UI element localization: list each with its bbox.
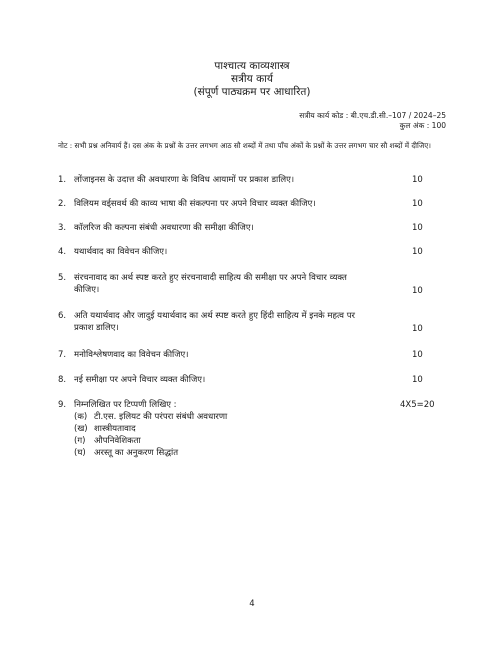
question-marks: 10 [412,324,423,334]
question-text: कॉलरिज की कल्पना संबंधी अवधारणा की समीक्षा कीजिए। [74,223,254,233]
sub-item-label: (ग) [74,436,86,446]
question-marks: 4X5=20 [400,400,435,410]
question-number: 9. [58,400,67,410]
question-marks: 10 [412,247,423,257]
question-number: 5. [58,273,67,283]
question-marks: 10 [412,286,423,296]
sub-item [74,411,227,423]
total-marks: कुल अंक : 100 [399,121,446,130]
page-number: 4 [249,599,255,609]
question-text: यथार्थवाद का विवेचन कीजिए। [74,247,168,257]
sub-item-text: टी.एस. इलियट की परंपरा संबंधी अवधारणा [94,412,228,422]
question-number: 8. [58,375,67,385]
question-number: 4. [58,247,67,257]
question-marks: 10 [412,350,423,360]
sub-item-label: (ख) [74,424,88,434]
question-marks: 10 [412,175,423,185]
question-text: लोंजाइनस के उदात्त की अवधारणा के विविध आयामों पर प्रकाश डालिए। [74,175,295,185]
subject-title: पाश्चात्य काव्यशास्त्र [214,60,290,72]
question-text: निम्नलिखित पर टिप्पणी लिखिए : [74,400,177,410]
question-text: अति यथार्थवाद और जादुई यथार्थवाद का अर्थ स्पष्ट करते हुए हिंदी साहित्य में इनके महत्व पर प्रकाश डालिए। [74,311,355,333]
sub-item [74,435,141,447]
syllabus-basis: (संपूर्ण पाठ्यक्रम पर आधारित) [193,86,311,98]
question-marks: 10 [412,223,423,233]
sub-item-text: औपनिवेशिकता [94,436,141,446]
question-number: 2. [58,199,67,209]
sub-item-label: (क) [74,412,88,422]
sub-item-text: शास्त्रीयतावाद [94,424,136,434]
question-text: मनोविश्लेषणवाद का विवेचन कीजिए। [74,350,189,360]
sub-item [74,423,136,435]
question-text: नई समीक्षा पर अपने विचार व्यक्त कीजिए। [74,375,206,385]
question-marks: 10 [412,375,423,385]
question-text: संरचनावाद का अर्थ स्पष्ट करते हुए संरचनावादी साहित्य की समीक्षा पर अपने विचार व्यक्त कीजिए। [74,273,347,295]
question-number: 1. [58,175,67,185]
assignment-heading: सत्रीय कार्य [231,73,273,85]
instructions-note: नोट : सभी प्रश्न अनिवार्य हैं। दस अंक के प्रश्नों के उत्तर लगभग आठ सौ शब्दों में तथा पाँच अंकों के प्रश्नों के उत्तर लगभग चार सौ शब्दों में दीजिए। [58,141,431,150]
question-number: 7. [58,350,67,360]
question-number: 3. [58,223,67,233]
question-text: विलियम वर्ड्सवर्थ की काव्य भाषा की संकल्पना पर अपने विचार व्यक्त कीजिए। [74,199,316,209]
sub-item-text: अरस्तू का अनुकरण सिद्धांत [94,448,179,458]
question-marks: 10 [412,199,423,209]
sub-item-label: (घ) [74,448,86,458]
assignment-code: सत्रीय कार्य कोड : बी.एच.डी.सी.–107 / 2024–25 [299,111,446,120]
sub-item [74,447,178,459]
question-number: 6. [58,311,67,321]
